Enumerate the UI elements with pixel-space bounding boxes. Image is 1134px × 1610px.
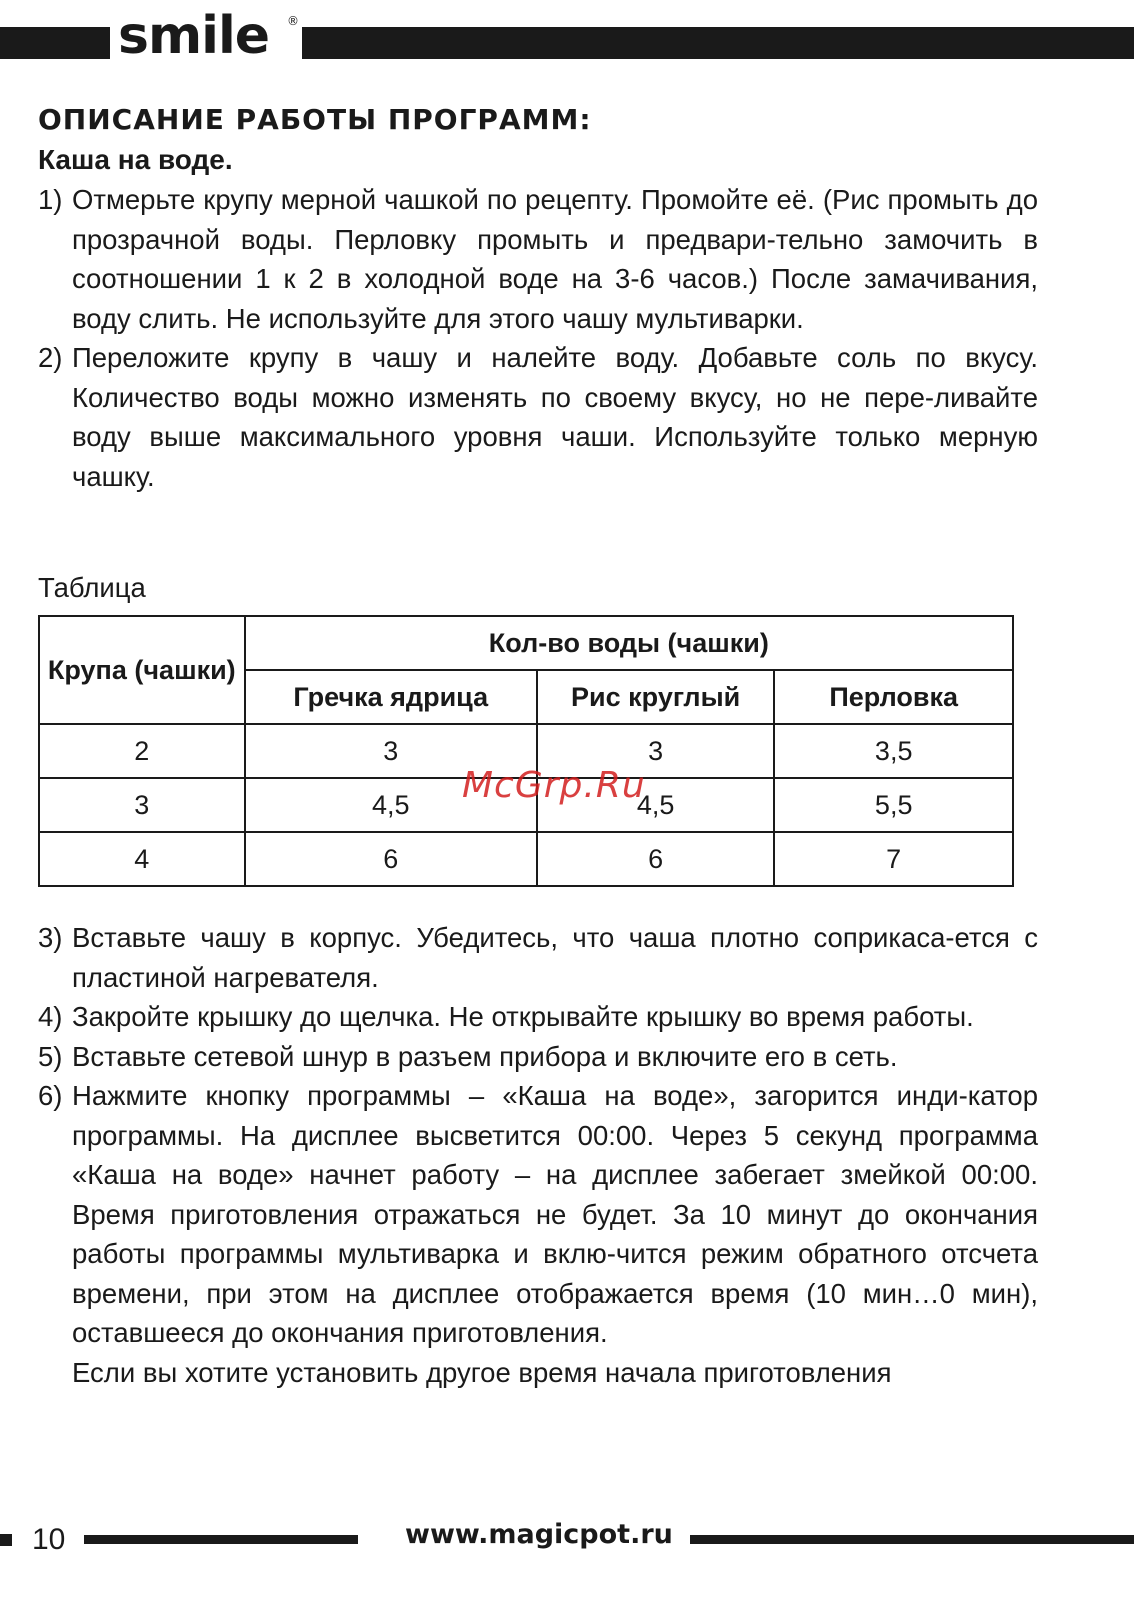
list-item (38, 997, 1038, 1037)
header-barley: Перловка (774, 670, 1013, 724)
table-cell: 3 (245, 724, 537, 778)
table-cell: 7 (774, 832, 1013, 886)
header-bar-right (302, 27, 1134, 59)
watermark: McGrp.Ru (462, 765, 646, 806)
step-number: 1) (38, 184, 63, 215)
header-bar-left (0, 27, 110, 59)
continuation-text: Если вы хотите установить другое время начала приготовления (72, 1356, 892, 1388)
table-caption: Таблица (38, 572, 146, 603)
footer-bar-left (84, 1535, 358, 1544)
header-grain: Крупа (чашки) (39, 616, 245, 724)
step-text: Отмерьте крупу мерной чашкой по рецепту. Промойте её. (Рис промыть до прозрачной воды. Перловку промыть и предвари-тельно замочить в соотношении 1 к 2 в холодной воде на 3-6 часов.) После замачивания, воду слить. Не используйте для этого чашу мультиварки. (72, 184, 1038, 334)
water-ratio-table (38, 615, 1014, 887)
step-number: 4) (38, 1001, 63, 1032)
footer-marker (0, 1534, 12, 1546)
list-item (38, 918, 1038, 997)
table-cell: 6 (537, 832, 775, 886)
list-item (38, 180, 1038, 338)
steps-list-before (38, 180, 1038, 496)
step-number: 5) (38, 1040, 63, 1072)
step-text: Вставьте чашу в корпус. Убедитесь, что чаша плотно соприкаса-ется с пластиной нагревателя. (72, 922, 1038, 993)
list-item (38, 338, 1038, 496)
table-cell: 6 (245, 832, 537, 886)
brand-logo: smile (118, 6, 270, 66)
table-cell: 5,5 (774, 778, 1013, 832)
table-cell: 3 (39, 778, 245, 832)
list-item (38, 1037, 1038, 1077)
step-text: Переложите крупу в чашу и налейте воду. Добавьте соль по вкусу. Количество воды можно изменять по своему вкусу, но не пере-ливайте воду выше максимального уровня чаши. Используйте только мерную чашку. (72, 342, 1038, 492)
website-link[interactable]: www.magicpot.ru (405, 1519, 673, 1550)
table-cell: 2 (39, 724, 245, 778)
registered-mark: ® (287, 14, 299, 28)
step-text: Нажмите кнопку программы – «Каша на воде», загорится инди-катор программы. На дисплее высветится 00:00. Через 5 секунд программа «Каша на воде» начнет работу – на дисплее забегает змейкой 00:00. Время приготовления отражаться не будет. За 10 минут до окончания работы программы мультиварка и вклю-чится режим обратного отсчета времени, при этом на дисплее отображается время (10 мин…0 мин), оставшееся до окончания приготовления. (72, 1080, 1038, 1348)
page-number: 10 (32, 1523, 66, 1556)
steps-list-after (38, 918, 1038, 1392)
step-number: 3) (38, 922, 63, 953)
header-water: Кол-во воды (чашки) (245, 616, 1013, 670)
table-cell: 3 (537, 724, 775, 778)
section-title: Каша на воде. (38, 144, 233, 175)
list-item (38, 1076, 1038, 1353)
table-cell: 4,5 (537, 778, 775, 832)
header-rice: Рис круглый (537, 670, 775, 724)
table-row (39, 832, 1013, 886)
footer-bar-right (690, 1535, 1134, 1544)
step-text: Вставьте сетевой шнур в разъем прибора и включите его в сеть. (72, 1040, 898, 1072)
step-number: 6) (38, 1080, 63, 1111)
header-buckwheat: Гречка ядрица (245, 670, 537, 724)
page-title: ОПИСАНИЕ РАБОТЫ ПРОГРАММ: (38, 103, 592, 136)
step-text: Закройте крышку до щелчка. Не открывайте крышку во время работы. (72, 1001, 974, 1032)
table-cell: 3,5 (774, 724, 1013, 778)
table-cell: 4 (39, 832, 245, 886)
table-header-row (39, 616, 1013, 670)
step-number: 2) (38, 342, 63, 373)
table-cell: 4,5 (245, 778, 537, 832)
